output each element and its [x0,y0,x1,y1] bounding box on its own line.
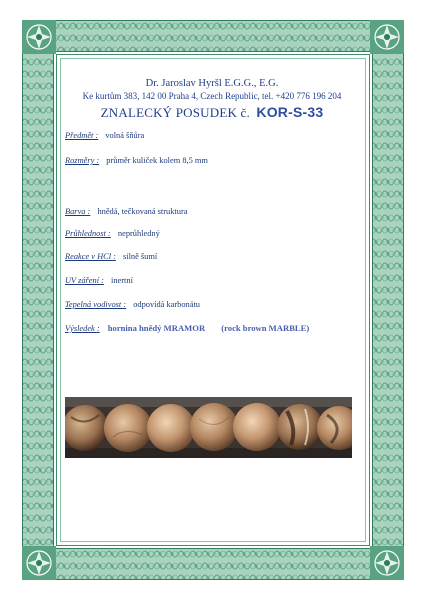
corner-ornament-icon [370,546,404,580]
field-label: Průhlednost : [65,229,111,238]
field-reakce [65,252,157,261]
field-rozmery [65,156,208,165]
certificate-code: KOR-S-33 [256,104,324,120]
corner-ornament-icon [22,546,56,580]
field-label: Předmět : [65,131,99,140]
field-barva [65,207,187,216]
bead [190,403,238,451]
field-vysledek [65,323,309,333]
field-label: Barva : [65,207,91,216]
corner-ornament-icon [22,20,56,54]
bead [233,403,281,451]
field-label: Rozměry : [65,156,100,165]
field-uv [65,276,133,285]
bead [277,404,323,450]
field-value: volná šňůra [105,131,145,140]
field-predmet [65,131,144,140]
field-tepelna [65,300,200,309]
field-value: silně šumí [123,252,158,261]
field-label: UV záření : [65,276,104,285]
field-label: Výsledek : [65,324,100,333]
field-value: hnědá, tečkovaná struktura [97,207,188,216]
bead [104,404,152,452]
field-value: neprůhledný [117,229,160,238]
field-value: inertní [111,276,133,285]
result-value-en: (rock brown MARBLE) [221,323,310,333]
corner-ornament-icon [370,20,404,54]
expert-address: Ke kurtům 383, 142 00 Praha 4, Czech Republic, tel. +420 776 196 204 [82,91,342,101]
field-pruhlednost [65,229,160,238]
expert-name: Dr. Jaroslav Hyršl E.G.G., E.G. [145,78,279,89]
field-label: Tepelná vodivost : [65,300,127,309]
bead [147,404,195,452]
certificate-title [0,104,424,121]
result-value-cz: hornina hnědý MRAMOR [107,323,206,333]
field-value: odpovídá karbonátu [133,300,200,309]
bead-photo [65,397,352,458]
field-value: průměr kuliček kolem 8,5 mm [106,156,208,165]
certificate-title-text: ZNALECKÝ POSUDEK č. [100,105,250,120]
field-label: Reakce v HCl : [65,252,116,261]
